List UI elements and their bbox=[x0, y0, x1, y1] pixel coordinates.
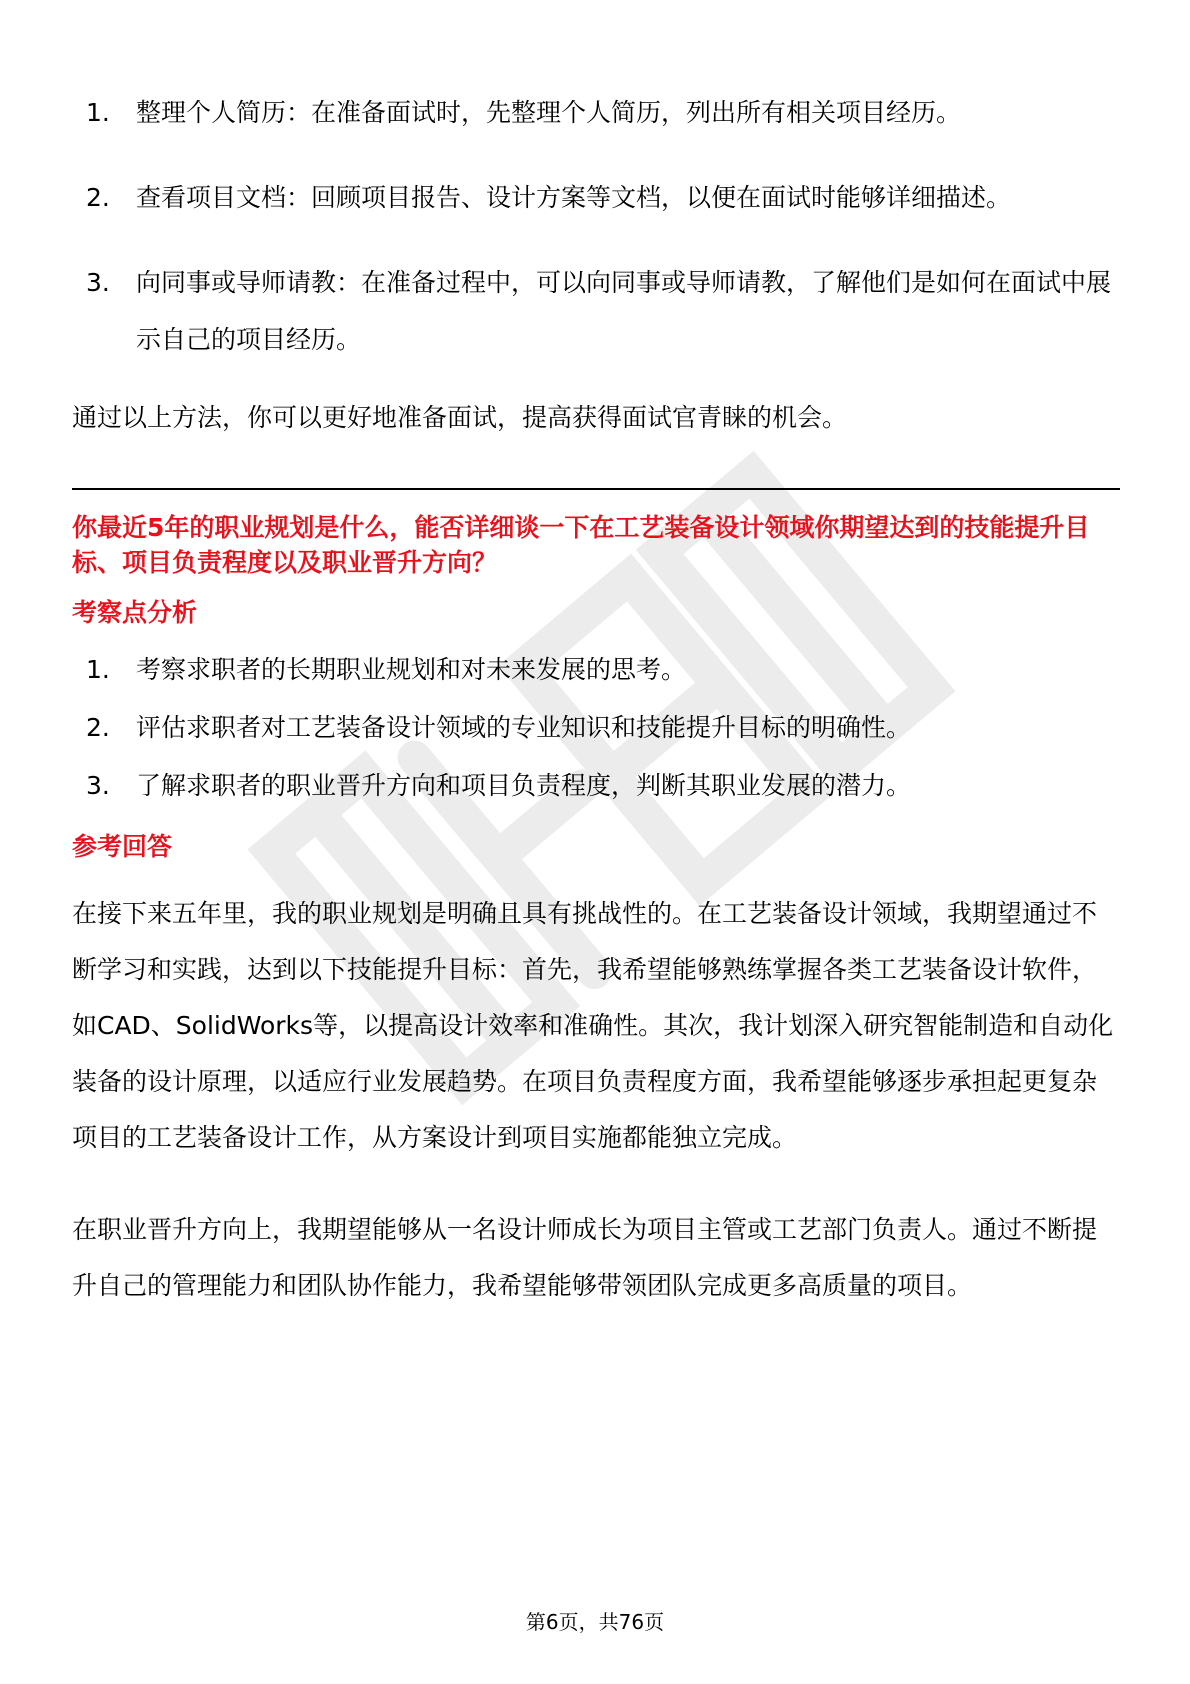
interview-question: 你最近5年的职业规划是什么，能否详细谈一下在工艺装备设计领域你期望达到的技能提升目标、项目负责程度以及职业晋升方向？ bbox=[72, 513, 1090, 577]
list-item bbox=[72, 706, 1120, 750]
analysis-list bbox=[72, 648, 1120, 808]
list-text: 了解求职者的职业晋升方向和项目负责程度，判断其职业发展的潜力。 bbox=[136, 771, 912, 800]
list-text: 查看项目文档：回顾项目报告、设计方案等文档，以便在面试时能够详细描述。 bbox=[136, 183, 1012, 212]
section-divider bbox=[72, 488, 1120, 490]
document-content bbox=[72, 84, 1120, 1314]
list-item bbox=[72, 764, 1120, 808]
list-text: 整理个人简历：在准备面试时，先整理个人简历，列出所有相关项目经历。 bbox=[136, 98, 962, 127]
list-number: 1. bbox=[86, 655, 110, 684]
list-number: 2. bbox=[86, 713, 110, 742]
list-item bbox=[72, 254, 1120, 368]
analysis-heading: 考察点分析 bbox=[72, 598, 198, 627]
list-text: 向同事或导师请教：在准备过程中，可以向同事或导师请教，了解他们是如何在面试中展示自己的项目经历。 bbox=[136, 268, 1112, 354]
summary-paragraph: 通过以上方法，你可以更好地准备面试，提高获得面试官青睐的机会。 bbox=[72, 403, 848, 432]
list-item bbox=[72, 169, 1120, 226]
list-number: 3. bbox=[86, 268, 110, 297]
list-number: 2. bbox=[86, 183, 110, 212]
list-text: 评估求职者对工艺装备设计领域的专业知识和技能提升目标的明确性。 bbox=[136, 713, 912, 742]
page-footer: 第6页，共76页 bbox=[525, 1610, 665, 1634]
list-item bbox=[72, 648, 1120, 692]
answer-paragraph: 在职业晋升方向上，我期望能够从一名设计师成长为项目主管或工艺部门负责人。通过不断提升自己的管理能力和团队协作能力，我希望能够带领团队完成更多高质量的项目。 bbox=[72, 1215, 1098, 1300]
answer-paragraph: 在接下来五年里，我的职业规划是明确且具有挑战性的。在工艺装备设计领域，我期望通过不断学习和实践，达到以下技能提升目标：首先，我希望能够熟练掌握各类工艺装备设计软件，如CAD、SolidWorks等，以提高设计效率和准确性。其次，我计划深入研究智能制造和自动化装备的设计原理，以适应行业发展趋势。在项目负责程度方面，我希望能够逐步承担起更复杂项目的工艺装备设计工作，从方案设计到项目实施都能独立完成。 bbox=[72, 899, 1114, 1152]
list-item bbox=[72, 84, 1120, 141]
preparation-list bbox=[72, 84, 1120, 368]
list-text: 考察求职者的长期职业规划和对未来发展的思考。 bbox=[136, 655, 687, 684]
list-number: 3. bbox=[86, 771, 110, 800]
answer-heading: 参考回答 bbox=[72, 832, 173, 861]
list-number: 1. bbox=[86, 98, 110, 127]
